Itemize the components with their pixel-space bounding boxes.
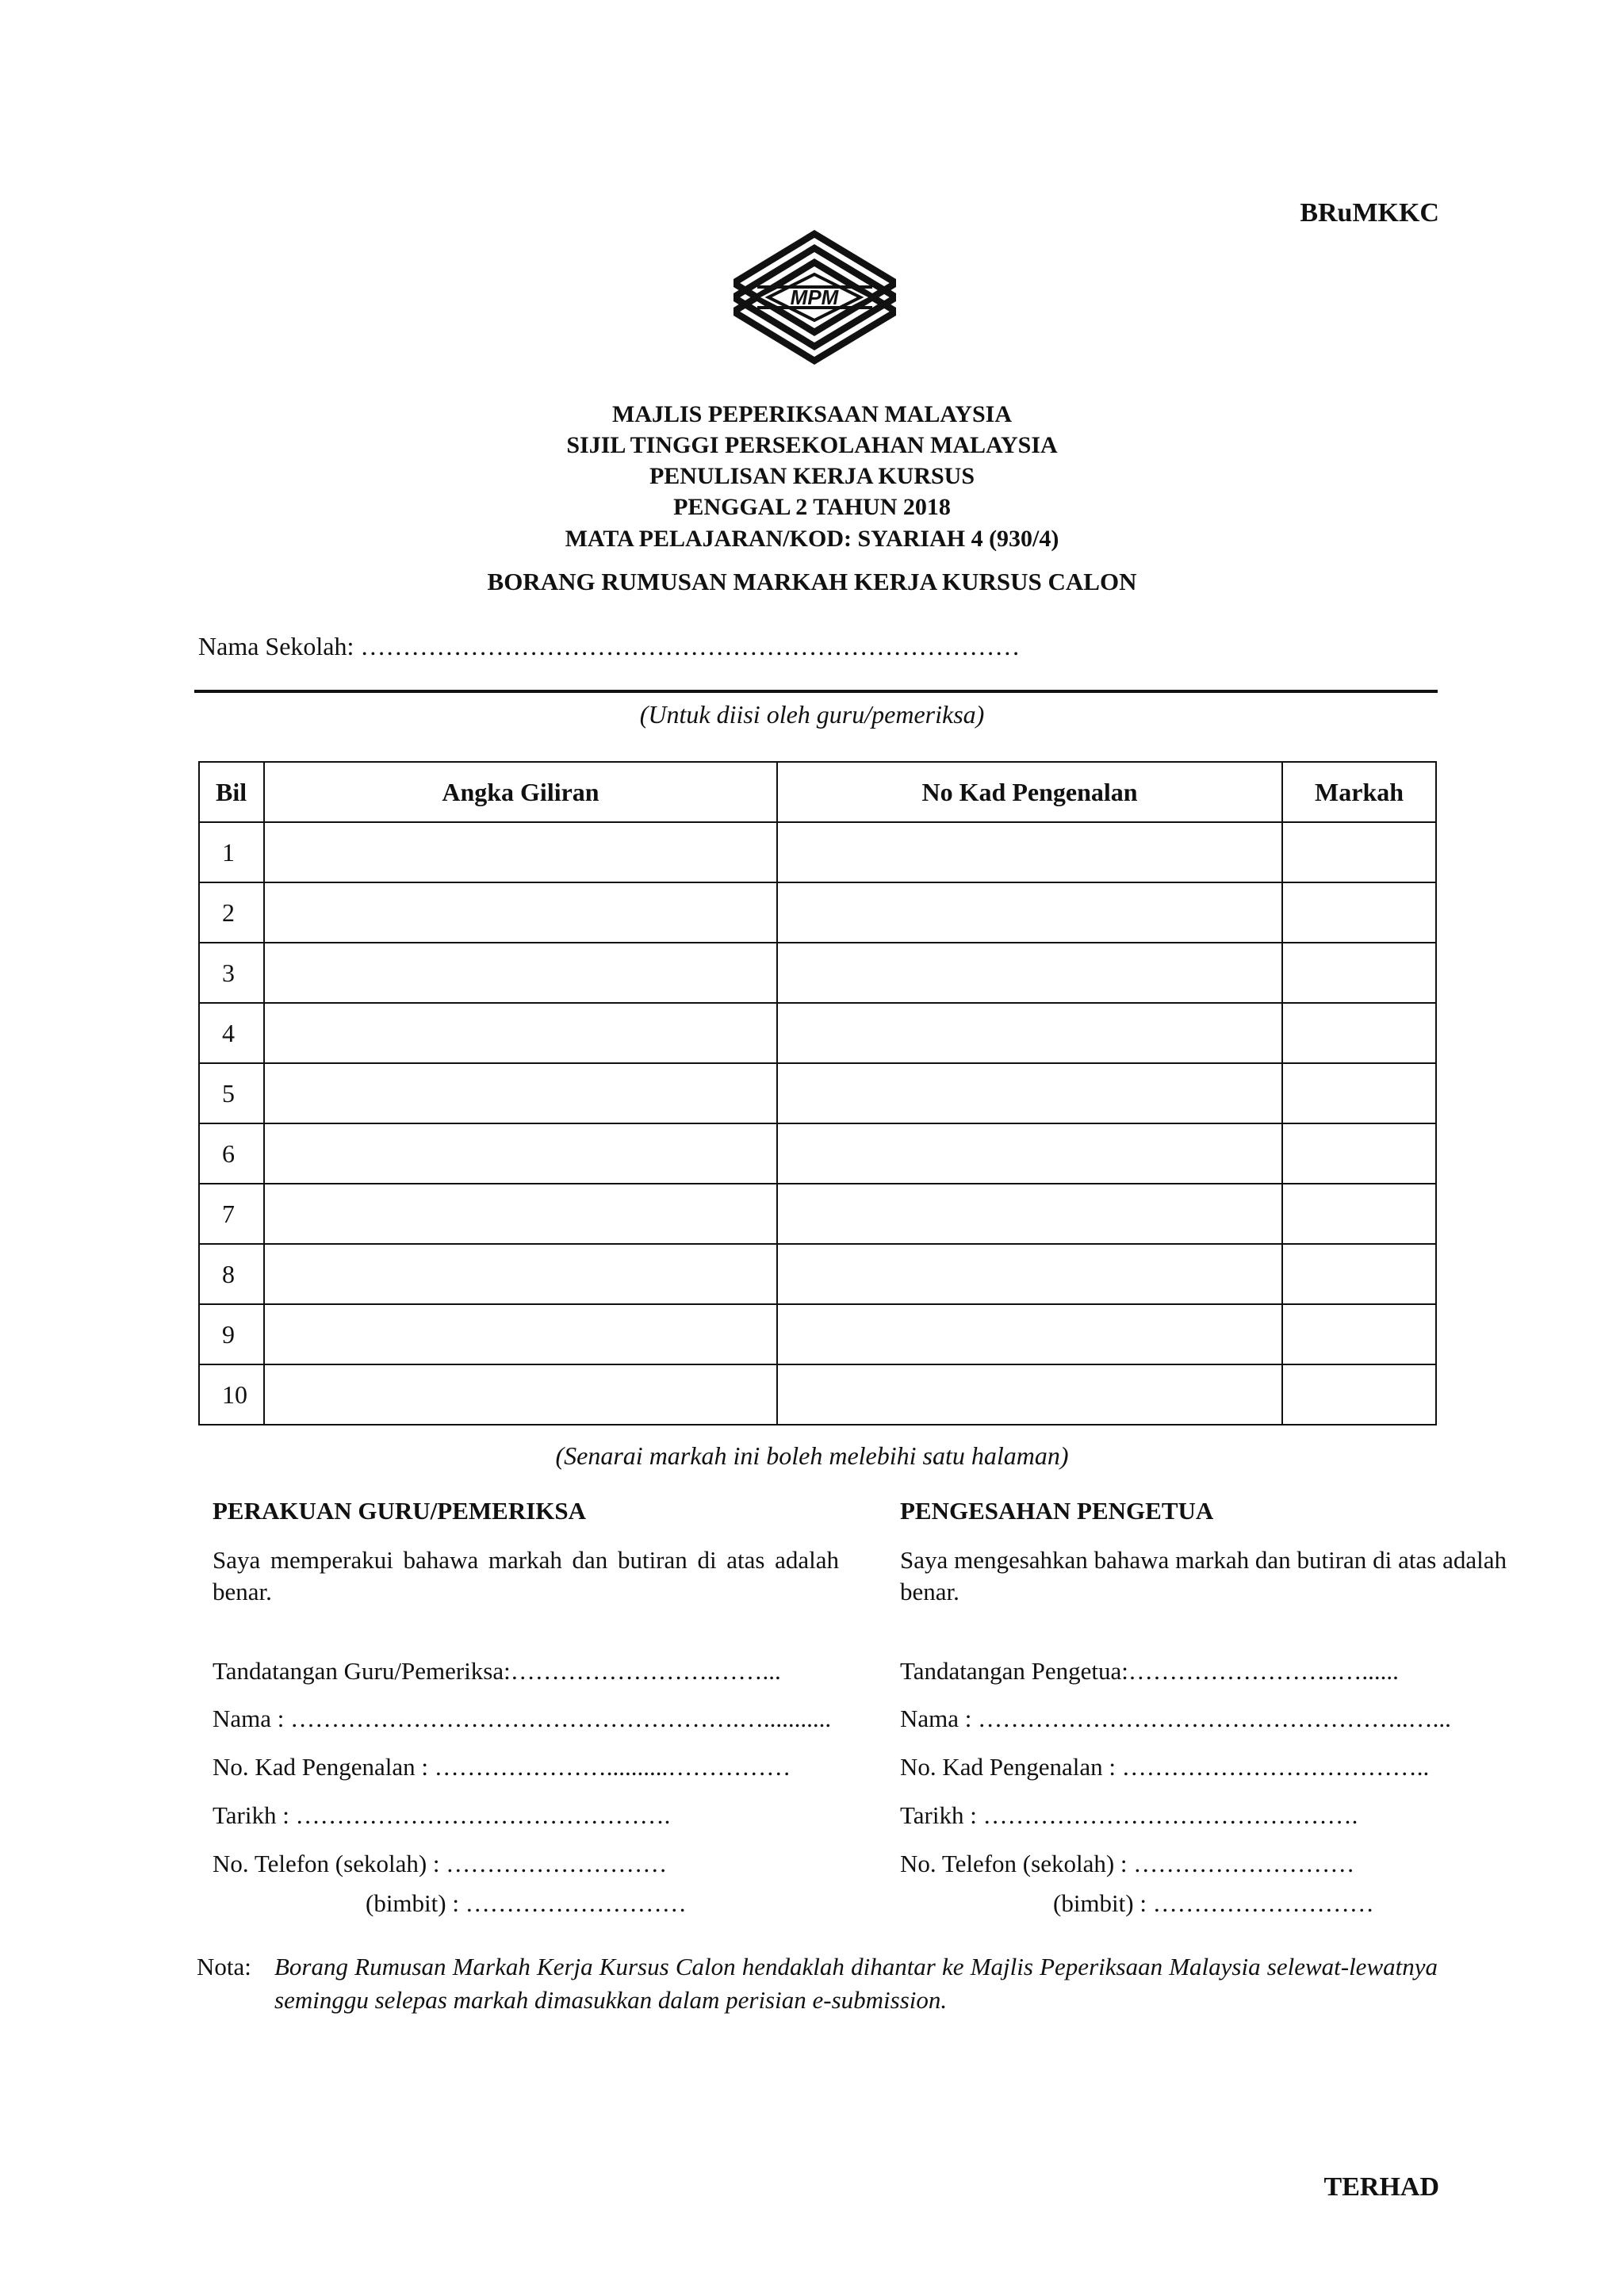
teacher-name-field[interactable]: Nama : ……………………………………………….…........... xyxy=(213,1705,832,1732)
teacher-section-title: PERAKUAN GURU/PEMERIKSA xyxy=(213,1497,587,1525)
table-row xyxy=(199,1063,1436,1123)
markah-cell[interactable] xyxy=(1282,882,1436,943)
row-number: 9 xyxy=(199,1304,264,1364)
angka-giliran-cell[interactable] xyxy=(264,1063,777,1123)
markah-cell[interactable] xyxy=(1282,1063,1436,1123)
table-row xyxy=(199,1244,1436,1304)
markah-cell[interactable] xyxy=(1282,822,1436,882)
angka-giliran-cell[interactable] xyxy=(264,943,777,1003)
row-number: 3 xyxy=(199,943,264,1003)
principal-name-field[interactable]: Nama : ……………………………………………..…... xyxy=(900,1705,1451,1732)
markah-cell[interactable] xyxy=(1282,1304,1436,1364)
page-title: BORANG RUMUSAN MARKAH KERJA KURSUS CALON xyxy=(487,568,1137,595)
angka-giliran-cell[interactable] xyxy=(264,1003,777,1063)
principal-phone-mobile-field[interactable]: (bimbit) : ……………………… xyxy=(1053,1889,1374,1917)
principal-statement: Saya mengesahkan bahawa markah dan butiran di atas adalah benar. xyxy=(900,1546,1507,1605)
note-text: Borang Rumusan Markah Kerja Kursus Calon hendaklah dihantar ke Majlis Peperiksaan Malaysia selewat-lewatnya seminggu selepas markah dimasukkan dalam perisian e-submission. xyxy=(274,1953,1438,2014)
no-kad-cell[interactable] xyxy=(777,882,1282,943)
angka-giliran-cell[interactable] xyxy=(264,1123,777,1184)
table-row xyxy=(199,1123,1436,1184)
header-council: MAJLIS PEPERIKSAAN MALAYSIA xyxy=(612,401,1012,427)
principal-date-field[interactable]: Tarikh : ………………………………………. xyxy=(900,1801,1358,1829)
table-row xyxy=(199,1184,1436,1244)
table-header-row xyxy=(199,762,1436,822)
angka-giliran-cell[interactable] xyxy=(264,822,777,882)
list-note-text: (Senarai markah ini boleh melebihi satu halaman) xyxy=(555,1441,1069,1470)
classification-label: TERHAD xyxy=(1323,2172,1439,2202)
mpm-logo-graphic xyxy=(733,230,896,365)
table-row xyxy=(199,1364,1436,1425)
row-number: 7 xyxy=(199,1184,264,1244)
angka-giliran-cell[interactable] xyxy=(264,1244,777,1304)
header-certificate: SIJIL TINGGI PERSEKOLAHAN MALAYSIA xyxy=(566,432,1058,458)
row-number: 2 xyxy=(199,882,264,943)
no-kad-cell[interactable] xyxy=(777,943,1282,1003)
column-header-bil: Bil xyxy=(199,762,264,822)
school-name-field[interactable]: Nama Sekolah: …………………………………………………………………… xyxy=(198,632,1021,660)
principal-section-title: PENGESAHAN PENGETUA xyxy=(900,1497,1214,1525)
row-number: 10 xyxy=(199,1364,264,1425)
table-row xyxy=(199,822,1436,882)
table-row xyxy=(199,1304,1436,1364)
header-subject: MATA PELAJARAN/KOD: SYARIAH 4 (930/4) xyxy=(565,526,1059,552)
column-header-no-kad: No Kad Pengenalan xyxy=(777,762,1282,822)
teacher-phone-school-field[interactable]: No. Telefon (sekolah) : ……………………… xyxy=(213,1850,668,1877)
markah-cell[interactable] xyxy=(1282,1003,1436,1063)
divider xyxy=(194,690,1438,693)
marks-table xyxy=(198,761,1437,1425)
logo-lettering: MPM xyxy=(790,285,839,309)
angka-giliran-cell[interactable] xyxy=(264,1304,777,1364)
markah-cell[interactable] xyxy=(1282,1123,1436,1184)
principal-ic-field[interactable]: No. Kad Pengenalan : ……………………………….. xyxy=(900,1753,1430,1781)
row-number: 8 xyxy=(199,1244,264,1304)
markah-cell[interactable] xyxy=(1282,943,1436,1003)
fill-instruction xyxy=(0,700,1624,729)
teacher-ic-field[interactable]: No. Kad Pengenalan : …………………..........…………… xyxy=(213,1753,791,1781)
no-kad-cell[interactable] xyxy=(777,1184,1282,1244)
angka-giliran-cell[interactable] xyxy=(264,1184,777,1244)
markah-cell[interactable] xyxy=(1282,1364,1436,1425)
markah-cell[interactable] xyxy=(1282,1244,1436,1304)
angka-giliran-cell[interactable] xyxy=(264,882,777,943)
table-row xyxy=(199,943,1436,1003)
teacher-statement: Saya memperakui bahawa markah dan butiran di atas adalah benar. xyxy=(213,1546,839,1605)
form-code-label: BRuMKKC xyxy=(1300,198,1439,228)
teacher-signature-field[interactable]: Tandatangan Guru/Pemeriksa:…………………….……... xyxy=(213,1657,781,1685)
no-kad-cell[interactable] xyxy=(777,1063,1282,1123)
column-header-angka-giliran: Angka Giliran xyxy=(264,762,777,822)
angka-giliran-cell[interactable] xyxy=(264,1364,777,1425)
row-number: 5 xyxy=(199,1063,264,1123)
mpm-logo xyxy=(733,230,896,365)
header-term: PENGGAL 2 TAHUN 2018 xyxy=(673,494,951,520)
no-kad-cell[interactable] xyxy=(777,822,1282,882)
no-kad-cell[interactable] xyxy=(777,1123,1282,1184)
table-row xyxy=(199,882,1436,943)
principal-phone-school-field[interactable]: No. Telefon (sekolah) : ……………………… xyxy=(900,1850,1355,1877)
fill-instruction-text: (Untuk diisi oleh guru/pemeriksa) xyxy=(639,700,985,729)
column-header-markah: Markah xyxy=(1282,762,1436,822)
row-number: 6 xyxy=(199,1123,264,1184)
markah-cell[interactable] xyxy=(1282,1184,1436,1244)
principal-signature-field[interactable]: Tandatangan Pengetua:……………………..…...... xyxy=(900,1657,1399,1685)
teacher-phone-mobile-field[interactable]: (bimbit) : ……………………… xyxy=(366,1889,687,1917)
note-label: Nota: xyxy=(197,1953,251,1980)
row-number: 1 xyxy=(199,822,264,882)
no-kad-cell[interactable] xyxy=(777,1364,1282,1425)
no-kad-cell[interactable] xyxy=(777,1304,1282,1364)
row-number: 4 xyxy=(199,1003,264,1063)
list-note xyxy=(0,1441,1624,1471)
no-kad-cell[interactable] xyxy=(777,1003,1282,1063)
header-coursework: PENULISAN KERJA KURSUS xyxy=(649,463,975,489)
teacher-date-field[interactable]: Tarikh : ………………………………………. xyxy=(213,1801,671,1829)
table-row xyxy=(199,1003,1436,1063)
no-kad-cell[interactable] xyxy=(777,1244,1282,1304)
